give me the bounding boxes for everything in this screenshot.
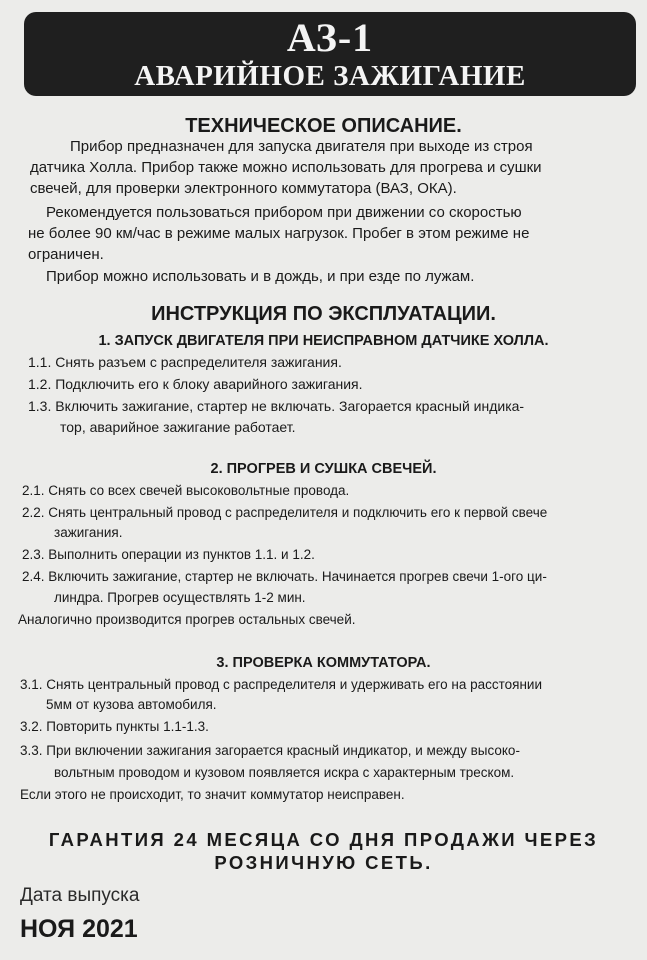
section-3-heading: 3. ПРОВЕРКА КОММУТАТОРА. (216, 655, 431, 671)
instruction-note: Аналогично производится прогрев остальных свечей. (18, 612, 356, 627)
tech-description-heading: ТЕХНИЧЕСКОЕ ОПИСАНИЕ. (185, 115, 462, 137)
instruction-note: Если этого не происходит, то значит коммутатор неисправен. (20, 787, 405, 802)
instruction-item: 3.1. Снять центральный провод с распределителя и удерживать его на расстоянии (20, 677, 542, 692)
warranty-line: ГАРАНТИЯ 24 МЕСЯЦА СО ДНЯ ПРОДАЖИ ЧЕРЕЗ (48, 829, 599, 850)
section-2-heading: 2. ПРОГРЕВ И СУШКА СВЕЧЕЙ. (210, 461, 437, 477)
instruction-item: 3.2. Повторить пункты 1.1-1.3. (20, 719, 209, 734)
tech-line: датчика Холла. Прибор также можно использовать для прогрева и сушки (30, 159, 542, 176)
warranty-line: РОЗНИЧНУЮ СЕТЬ. (214, 852, 433, 873)
release-date-label: Дата выпуска (20, 885, 140, 906)
instructions-heading: ИНСТРУКЦИЯ ПО ЭКСПЛУАТАЦИИ. (151, 303, 496, 325)
instruction-item-continued: 5мм от кузова автомобиля. (46, 697, 217, 712)
instruction-item: 2.2. Снять центральный провод с распределителя и подключить его к первой свече (22, 505, 548, 520)
instruction-item: 2.4. Включить зажигание, стартер не включать. Начинается прогрев свечи 1-ого ци- (22, 569, 547, 584)
instruction-item-continued: тор, аварийное зажигание работает. (60, 419, 296, 435)
model-title: АЗ-1 (286, 15, 374, 60)
instruction-item: 1.1. Снять разъем с распределителя зажигания. (28, 354, 342, 370)
instruction-item: 3.3. При включении зажигания загорается красный индикатор, и между высоко- (20, 743, 520, 758)
tech-line: свечей, для проверки электронного коммутатора (ВАЗ, ОКА). (30, 180, 457, 197)
tech-line: Рекомендуется пользоваться прибором при движении со скоростью (46, 204, 522, 221)
warranty-notice (0, 828, 647, 874)
instruction-item-continued: вольтным проводом и кузовом появляется искра с характерным треском. (54, 765, 515, 780)
instruction-item: 2.3. Выполнить операции из пунктов 1.1. и 1.2. (22, 547, 315, 562)
instruction-item: 1.3. Включить зажигание, стартер не включать. Загорается красный индика- (28, 398, 525, 414)
tech-line: Прибор можно использовать и в дождь, и при езде по лужам. (46, 268, 475, 285)
instruction-item: 1.2. Подключить его к блоку аварийного зажигания. (28, 376, 363, 392)
instruction-item: 2.1. Снять со всех свечей высоковольтные провода. (22, 483, 350, 498)
product-name: АВАРИЙНОЕ ЗАЖИГАНИЕ (134, 60, 526, 92)
tech-line: ограничен. (28, 246, 104, 263)
instruction-item-continued: зажигания. (54, 525, 123, 540)
title-banner (24, 12, 636, 96)
release-date-value: НОЯ 2021 (20, 915, 138, 943)
tech-line: не более 90 км/час в режиме малых нагрузок. Пробег в этом режиме не (28, 225, 530, 242)
instruction-item-continued: линдра. Прогрев осуществлять 1-2 мин. (54, 590, 306, 605)
section-1-heading: 1. ЗАПУСК ДВИГАТЕЛЯ ПРИ НЕИСПРАВНОМ ДАТЧИКЕ ХОЛЛА. (98, 333, 549, 349)
tech-line: Прибор предназначен для запуска двигателя при выходе из строя (70, 138, 533, 155)
